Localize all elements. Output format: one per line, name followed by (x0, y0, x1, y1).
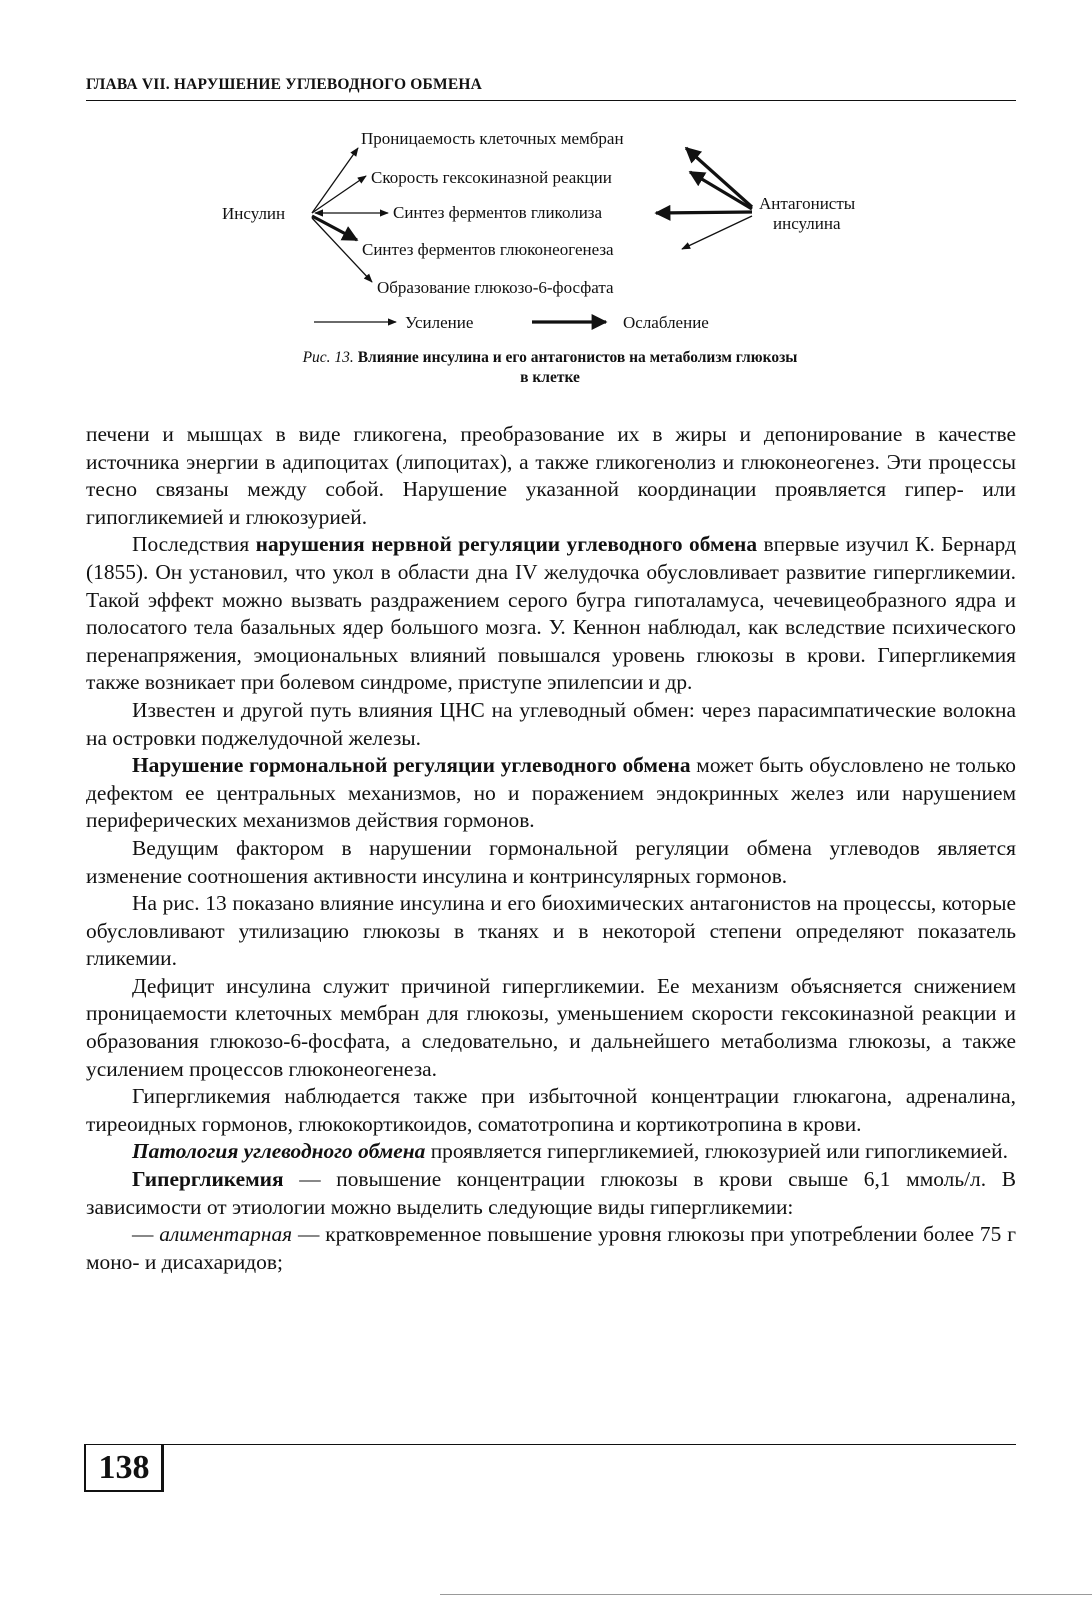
p2-bold-term: нарушения нервной регуляции углеводного обмена (255, 532, 758, 557)
caption-title-line2: в клетке (520, 369, 580, 386)
arrow-insulin-to-permeability (312, 148, 358, 213)
p9-post: проявляется гипергликемией, глюкозурией или гипогликемией. (425, 1139, 1008, 1164)
insulin-label: Инсулин (222, 204, 286, 223)
arrow-antagonists-to-glycolysis (656, 212, 752, 213)
caption-label: Рис. 13. (302, 349, 354, 366)
arrow-antagonists-to-gluconeogenesis (682, 216, 752, 249)
paragraph-1: печени и мышцах в виде гликогена, преобразование их в жиры и депонирование в качестве источника энергии в адипоцитах (липоцитах), а также гликогенолиз и глюконеогенез. Эти процессы тесно связаны между собой. Нарушение указанной координации проявляется гипер- или гипогликемией и глюкозурией. (86, 422, 1016, 529)
header-rule (86, 100, 1016, 101)
paragraph-3: Известен и другой путь влияния ЦНС на углеводный обмен: через парасимпатические волокна на островки поджелудочной железы. (86, 697, 1016, 750)
body-text (86, 421, 1016, 1276)
paragraph-5: Ведущим фактором в нарушении гормональной регуляции обмена углеводов является изменение соотношения активности инсулина и контринсулярных гормонов. (86, 835, 1016, 888)
paragraph-10 (86, 1166, 1016, 1221)
paragraph-6: На рис. 13 показано влияние инсулина и его биохимических антагонистов на процессы, которые обусловливают утилизацию глюкозы в тканях и в некоторой степени определяют показатель гликемии. (86, 891, 1016, 971)
caption-title: Влияние инсулина и его антагонистов на метаболизм глюкозы (357, 349, 798, 366)
p9-bold-italic-term: Патология углеводного обмена (132, 1139, 426, 1164)
paragraph-2 (86, 531, 1016, 697)
process-gluconeogenesis-enzymes: Синтез ферментов глюконеогенеза (362, 240, 614, 259)
legend-weakening: Ослабление (623, 313, 709, 332)
paragraph-11 (86, 1221, 1016, 1276)
process-hexokinase-rate: Скорость гексокиназной реакции (371, 168, 612, 187)
p11-post: — кратковременное повышение уровня глюкозы при употреблении более 75 г моно- и дисахаридов; (86, 1222, 1016, 1274)
paragraph-4 (86, 752, 1016, 835)
p2-pre: Последствия (132, 532, 256, 557)
process-membrane-permeability: Проницаемость клеточных мембран (361, 129, 624, 148)
running-head: ГЛАВА VII. НАРУШЕНИЕ УГЛЕВОДНОГО ОБМЕНА (86, 76, 483, 93)
p10-bold-term: Гипергликемия (132, 1167, 284, 1192)
p10-post: — повышение концентрации глюкозы в крови свыше 6,1 ммоль/л. В зависимости от этиологии можно выделить следующие виды гипергликемии: (86, 1167, 1016, 1219)
figure-diagram (0, 110, 1092, 350)
scan-edge-line (440, 1594, 1092, 1595)
p4-post: может быть обусловлено не только дефектом ее центральных механизмов, но и поражением эндокринных желез или нарушением периферических механизмов действия гормонов. (86, 753, 1016, 833)
p11-italic-term: алиментарная (159, 1222, 293, 1247)
antagonists-label-line1: Антагонисты (759, 194, 856, 213)
process-glycolysis-enzymes: Синтез ферментов гликолиза (393, 203, 603, 222)
p4-bold-term: Нарушение гормональной регуляции углеводного обмена (132, 753, 691, 778)
page-number: 138 (98, 1449, 150, 1486)
p11-pre: — (132, 1222, 160, 1247)
paragraph-7: Дефицит инсулина служит причиной гипергликемии. Ее механизм объясняется снижением проницаемости клеточных мембран для глюкозы, уменьшением скорости гексокиназной реакции и образования глюкозо-6-фосфата, а следовательно, и дальнейшего метаболизма глюкозы, а также усилением процессов глюконеогенеза. (86, 973, 1016, 1081)
arrow-insulin-to-gluconeogenesis (312, 216, 357, 240)
footer-rule (86, 1444, 1016, 1445)
page-number-separator (161, 1444, 162, 1490)
paragraph-8: Гипергликемия наблюдается также при избыточной концентрации глюкагона, адреналина, тиреоидных гормонов, глюкокортикоидов, соматотропина и кортикотропина в крови. (86, 1084, 1016, 1136)
arrow-insulin-to-hexokinase (312, 176, 366, 213)
figure-caption (200, 348, 900, 388)
p2-post: впервые изучил К. Бернард (1855). Он установил, что укол в области дна IV желудочка обусловливает развитие гипергликемии. Такой эффект можно вызвать раздражением серого бугра гипоталамуса, чечевицеобразного ядра и полосатого тела базальных ядер большого мозга. У. Кеннон наблюдал, как вследствие психического перенапряжения, эмоциональных влияний повышался уровень глюкозы в крови. Гипергликемия также возникает при болевом синдроме, приступе эпилепсии и др. (86, 532, 1016, 695)
legend-enhancement: Усиление (405, 313, 474, 332)
arrow-antagonists-to-permeability (686, 148, 752, 207)
paragraph-9 (86, 1138, 1016, 1166)
process-g6p-formation: Образование глюкозо-6-фосфата (377, 278, 614, 297)
antagonists-label-line2: инсулина (773, 214, 841, 233)
